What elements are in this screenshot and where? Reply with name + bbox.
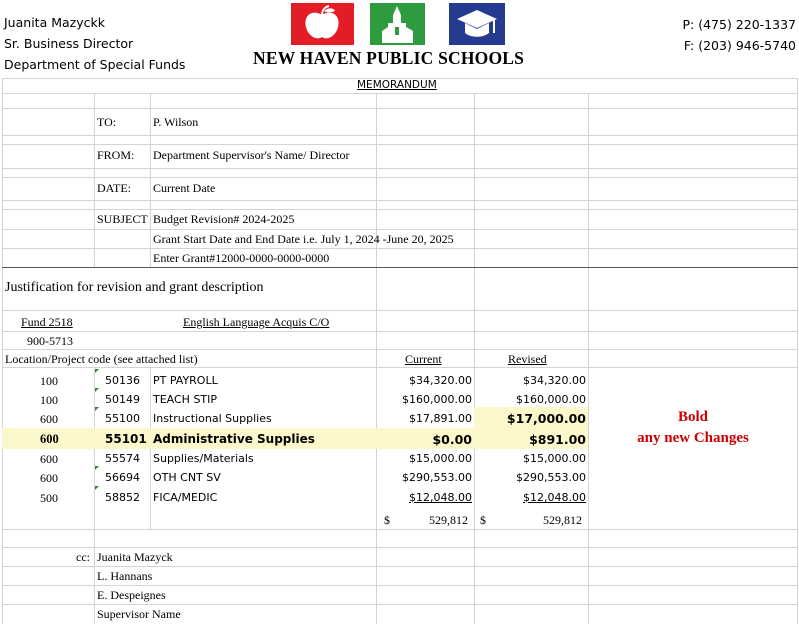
row-5-description: Supplies/Materials	[153, 452, 254, 465]
memo-title: MEMORANDUM	[357, 79, 437, 91]
from-label: FROM:	[97, 148, 135, 162]
row-7-current: $12,048.00	[409, 491, 472, 504]
row-3-current: $17,891.00	[409, 412, 472, 425]
row-4-description: Administrative Supplies	[153, 432, 315, 446]
total-current: 529,812	[429, 513, 468, 527]
from-value: Department Supervisor's Name/ Director	[153, 148, 350, 162]
total-revised-symbol: $	[480, 513, 486, 527]
subject-value: Budget Revision# 2024-2025	[153, 212, 295, 226]
sender-name: Juanita Mazyckk	[4, 15, 105, 30]
total-current-symbol: $	[384, 513, 390, 527]
subject-line-2: Grant Start Date and End Date i.e. July 1, 2024 -June 20, 2025	[153, 232, 454, 246]
error-flag-icon	[95, 486, 99, 490]
row-2-revised: $160,000.00	[516, 393, 586, 406]
fund-description: English Language Acquis C/O	[183, 315, 330, 329]
row-4-object: 55101	[105, 432, 147, 446]
error-flag-icon	[95, 369, 99, 373]
apple-logo-icon	[291, 3, 354, 45]
row-6-location: 600	[40, 471, 58, 485]
sender-title: Sr. Business Director	[4, 36, 134, 51]
row-6-description: OTH CNT SV	[153, 471, 221, 484]
cc-label: cc:	[76, 550, 90, 564]
row-6-object: 56694	[105, 471, 140, 484]
fund-label: Fund 2518	[21, 315, 73, 329]
error-flag-icon	[95, 466, 99, 470]
phone: P: (475) 220-1337	[682, 17, 796, 32]
row-6-revised: $290,553.00	[516, 471, 586, 484]
row-6-current: $290,553.00	[402, 471, 472, 484]
row-1-description: PT PAYROLL	[153, 374, 218, 387]
row-3-location: 600	[40, 412, 58, 426]
row-5-location: 600	[40, 452, 58, 466]
row-3-revised: $17,000.00	[506, 411, 586, 426]
current-header: Current	[405, 352, 442, 366]
row-7-description: FICA/MEDIC	[153, 491, 218, 504]
row-5-revised: $15,000.00	[523, 452, 586, 465]
org-name: NEW HAVEN PUBLIC SCHOOLS	[253, 48, 525, 68]
location-header: Location/Project code (see attached list)	[5, 352, 198, 366]
cc-name: Supervisor Name	[97, 607, 181, 621]
row-5-object: 55574	[105, 452, 140, 465]
error-flag-icon	[95, 407, 99, 411]
row-7-revised: $12,048.00	[523, 491, 586, 504]
row-1-current: $34,320.00	[409, 374, 472, 387]
row-1-object: 50136	[105, 374, 140, 387]
row-4-current: $0.00	[432, 432, 472, 447]
cc-name: Juanita Mazyck	[97, 550, 173, 564]
row-4-location: 600	[40, 432, 59, 446]
total-revised: 529,812	[543, 513, 582, 527]
revised-header: Revised	[508, 352, 547, 366]
row-1-revised: $34,320.00	[523, 374, 586, 387]
cc-name: E. Despeignes	[97, 588, 166, 602]
building-logo-icon	[370, 3, 425, 45]
graduation-cap-logo-icon	[449, 3, 505, 45]
row-2-description: TEACH STIP	[153, 393, 218, 406]
fund-code: 900-5713	[27, 334, 73, 348]
subject-line-3: Enter Grant#12000-0000-0000-0000	[153, 251, 330, 265]
to-label: TO:	[97, 115, 117, 129]
row-1-location: 100	[40, 374, 58, 388]
row-7-location: 500	[40, 491, 58, 505]
row-7-object: 58852	[105, 491, 140, 504]
justification-heading: Justification for revision and grant description	[5, 280, 264, 295]
sender-department: Department of Special Funds	[4, 57, 186, 72]
note-bold: Bold	[677, 409, 708, 425]
row-3-object: 55100	[105, 412, 140, 425]
error-flag-icon	[95, 388, 99, 392]
row-2-current: $160,000.00	[402, 393, 472, 406]
row-5-current: $15,000.00	[409, 452, 472, 465]
note-new-changes: any new Changes	[637, 430, 749, 446]
date-label: DATE:	[97, 181, 131, 195]
row-2-location: 100	[40, 393, 58, 407]
fax: F: (203) 946-5740	[683, 38, 796, 53]
to-value: P. Wilson	[153, 115, 199, 129]
cc-name: L. Hannans	[97, 569, 153, 583]
row-3-description: Instructional Supplies	[153, 412, 272, 425]
row-2-object: 50149	[105, 393, 140, 406]
row-4-revised: $891.00	[529, 432, 586, 447]
date-value: Current Date	[153, 181, 216, 195]
subject-label: SUBJECT	[97, 212, 148, 226]
